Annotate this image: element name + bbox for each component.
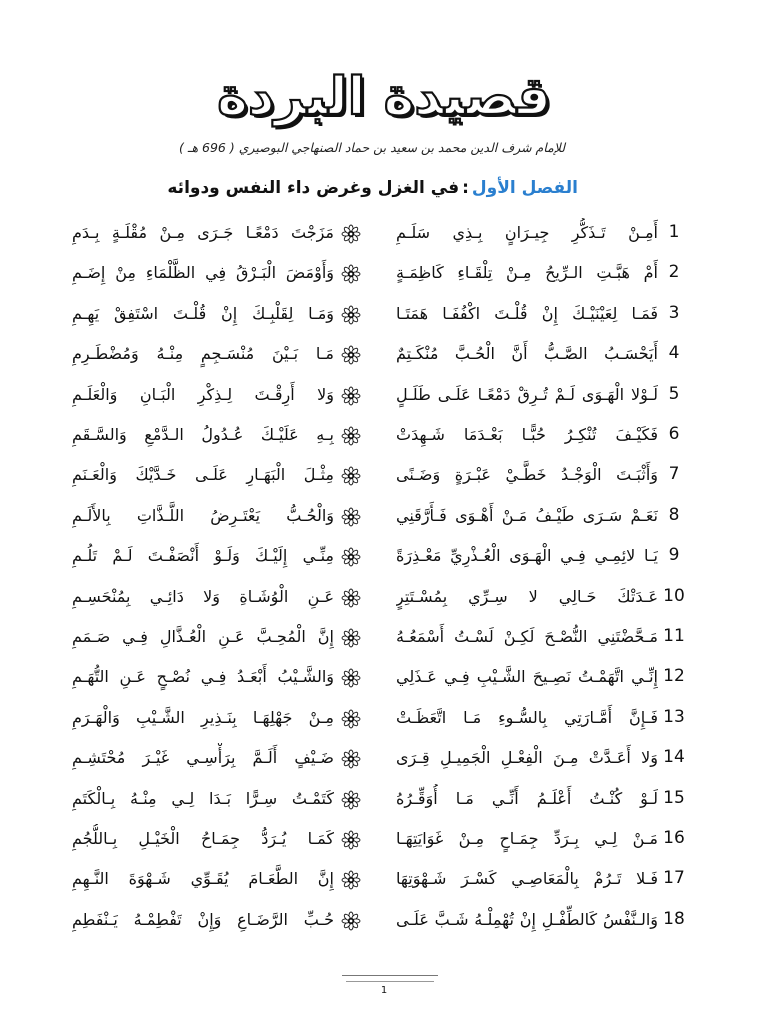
verse-number: 1 [668,222,680,242]
verse-first-hemistich: أَمِـنْ تَـذَكُّرِ جِيـرَانٍ بِـذِي سَلَـمِ [396,223,658,242]
flower-ornament-icon [341,790,361,810]
verse-number: 12 [663,666,685,687]
verse-second-hemistich: ضَـيْفٍ أَلَـمَّ بِرَأْسِـي غَيْـرَ مُحْتَشِـمِ [72,748,334,768]
verse-row [0,743,768,781]
verse-row [0,501,768,539]
verse-first-hemistich: فَـلا تَـرُمْ بِالْمَعَاصِـي كَسْـرَ شَـهْوَتِهَا [396,869,658,889]
flower-ornament-icon [341,870,361,890]
verse-row [0,662,768,700]
verse-number: 8 [668,504,680,525]
chapter-separator: : [462,178,469,198]
footer-divider-secondary [346,981,434,982]
footer-divider [342,975,438,976]
verse-second-hemistich: مِنِّـي إِلَيْـكَ وَلَـوْ أَنْصَفْـتَ لَـمْ تَلُـمِ [72,546,334,566]
verse-row [0,622,768,660]
flower-ornament-icon [341,426,361,446]
verse-number: 18 [663,908,685,929]
verse-first-hemistich: يَـا لائِمِـي فِـي الْهَـوَى الْعُـذْرِيِّ مَعْـذِرَةً [396,546,658,566]
flower-ornament-icon [341,466,361,486]
flower-ornament-icon [341,668,361,688]
verse-row [0,218,768,256]
flower-ornament-icon [341,588,361,608]
verse-second-hemistich: بِـهِ عَلَيْـكَ عُـدُولُ الـدَّمْعِ وَالسَّـقَمِ [72,425,334,444]
verse-row [0,824,768,862]
verse-first-hemistich: وَالـنَّفْسُ كَالطِّفْـلِ إِنْ تُهْمِلْـهُ شَـبَّ عَلَـى [396,909,658,929]
verse-first-hemistich: أَمْ هَبَّـتِ الـرِّيحُ مِـنْ تِلْقَـاءِ كَاظِمَـةٍ [396,263,658,283]
verse-second-hemistich: إِنَّ الطَّعَـامَ يُقَـوِّي شَـهْوَةَ النَّـهِمِ [72,869,334,889]
verse-number: 7 [668,464,680,485]
verse-first-hemistich: وَأَثْبَـتَ الْوَجْـدُ خَطَّـيْ عَبْـرَةٍ وَضَـنًى [396,465,658,485]
verse-number: 10 [663,585,685,606]
page-number: 1 [380,985,388,996]
chapter-name: الفصل الأول [471,178,578,198]
verse-second-hemistich: إِنَّ الْمُحِـبَّ عَـنِ الْعُـذَّالِ فِـي صَـمَمِ [72,627,334,646]
flower-ornament-icon [341,264,361,284]
verse-number: 9 [668,545,680,566]
verse-first-hemistich: لَـوْلا الْهَـوَى لَـمْ تُـرِقْ دَمْعًـا عَلَـى طَلَـلٍ [396,384,658,404]
verse-first-hemistich: نَعَـمْ سَـرَى طَيْـفُ مَـنْ أَهْـوَى فَـأَرَّقَنِي [396,505,658,525]
verse-row [0,703,768,741]
verse-second-hemistich: حُـبِّ الرَّضَـاعِ وَإِنْ تَفْطِمْـهُ يَـنْفَطِمِ [72,909,334,929]
verse-second-hemistich: مِثْـلَ الْبَهَـارِ عَلَـى خَـدَّيْكَ وَالْعَـنَمِ [72,465,334,485]
flower-ornament-icon [341,749,361,769]
flower-ornament-icon [341,547,361,567]
flower-ornament-icon [341,628,361,648]
verse-number: 14 [663,747,685,768]
verse-row [0,905,768,943]
verse-number: 3 [668,302,680,323]
verse-second-hemistich: وَالشَّـيْبُ أَبْعَـدُ فِـي نُصْـحٍ عَـنِ التُّهَـمِ [72,667,334,687]
verse-number: 11 [663,626,685,646]
verse-row [0,339,768,377]
flower-ornament-icon [341,507,361,527]
author-line: للإمام شرف الدين محمد بن سعيد بن حماد الصنهاجي البوصيري ( 696 هـ ) [178,140,566,155]
verse-row [0,380,768,418]
verse-first-hemistich: مَـنْ لِـي بِـرَدِّ جِمَـاحٍ مِـنْ غَوَايَتِهَـا [396,829,658,848]
verse-first-hemistich: مَـحَّضْتَنِي النُّصْـحَ لَكِـنْ لَسْـتُ أَسْمَعُـهُ [396,627,658,646]
verse-number: 13 [663,706,685,727]
verse-second-hemistich: كَتَمْـتُ سِـرًّا بَـدَا لِـي مِنْـهُ بِـالْكَتَمِ [72,788,334,808]
verse-number: 15 [663,787,685,808]
verse-row [0,460,768,498]
verse-row [0,541,768,579]
verse-first-hemistich: فَمَـا لِعَيْنَيْـكَ إِنْ قُلْـتَ اكْفُفَـا هَمَتَـا [396,303,658,323]
verse-row [0,784,768,822]
flower-ornament-icon [341,709,361,729]
verse-second-hemistich: كَمَـا يُـرَدُّ جِمَـاحُ الْخَيْـلِ بِـاللُّجُمِ [72,829,334,848]
verse-first-hemistich: فَكَيْـفَ تُنْكِـرُ حُبًّـا بَعْـدَمَا شَـهِدَتْ [396,425,658,444]
verse-second-hemistich: مَزَجْتَ دَمْعًـا جَـرَى مِـنْ مُقْلَـةٍ بِـدَمِ [72,223,334,242]
flower-ornament-icon [341,386,361,406]
verse-first-hemistich: عَـدَتْكَ حَـالِي لا سِـرِّي بِمُسْـتَتِرٍ [396,586,658,606]
verse-first-hemistich: إِنِّـي اتَّهَمْـتُ نَصِـيحَ الشَّـيْبِ فِـي عَـذَلِي [396,667,658,687]
verse-first-hemistich: أَيَحْسَـبُ الصَّـبُّ أَنَّ الْحُـبَّ مُنْكَـتِمٌ [396,344,658,364]
chapter-heading [167,178,578,198]
verse-number: 2 [668,262,680,283]
flower-ornament-icon [341,305,361,325]
verse-second-hemistich: وَالْحُـبُّ يَعْتَـرِضُ اللَّـذَّاتِ بِالأَلَـمِ [72,505,334,525]
verse-row [0,258,768,296]
verse-first-hemistich: لَـوْ كُنْـتُ أَعْلَـمُ أَنِّـي مَـا أُوَقِّـرُهُ [396,788,658,808]
verse-row [0,864,768,902]
verse-first-hemistich: فَـإِنَّ أَمَّـارَتِي بِالسُّـوءِ مَـا اتَّعَظَـتْ [396,707,658,727]
flower-ornament-icon [341,830,361,850]
verse-second-hemistich: مَـا بَـيْنَ مُنْسَـجِمٍ مِنْـهُ وَمُضْطَـرِمِ [72,344,334,364]
verse-number: 4 [668,343,680,364]
verse-second-hemistich: وَمَـا لِقَلْبِـكَ إِنْ قُلْـتَ اسْتَفِقْ يَهِـمِ [72,303,334,323]
verse-row [0,420,768,458]
verse-number: 6 [668,424,680,444]
verse-second-hemistich: عَـنِ الْوُشَـاةِ وَلا دَائِـي بِمُنْحَسِـمِ [72,586,334,606]
flower-ornament-icon [341,911,361,931]
flower-ornament-icon [341,345,361,365]
verse-second-hemistich: مِـنْ جَهْلِهَـا بِنَـذِيرِ الشَّـيْبِ وَالْهَـرَمِ [72,707,334,727]
flower-ornament-icon [341,224,361,244]
verse-number: 16 [663,828,685,848]
chapter-topic: في الغزل وغرض داء النفس ودوائه [167,178,460,198]
verse-second-hemistich: وَلا أَرِقْـتَ لِـذِكْرِ الْبَـانِ وَالْعَلَـمِ [72,384,334,404]
verse-number: 17 [663,868,685,889]
verse-second-hemistich: وَأَوْمَضَ الْبَـرْقُ فِي الظَّلْمَاءِ مِنْ إِضَـمِ [72,263,334,283]
verse-number: 5 [668,383,680,404]
verse-row [0,582,768,620]
verse-first-hemistich: وَلا أَعَـدَّتْ مِـنَ الْفِعْـلِ الْجَمِيـلِ قِـرَى [396,748,658,768]
verse-row [0,299,768,337]
poem-title: قصيدة البردة [217,67,551,127]
